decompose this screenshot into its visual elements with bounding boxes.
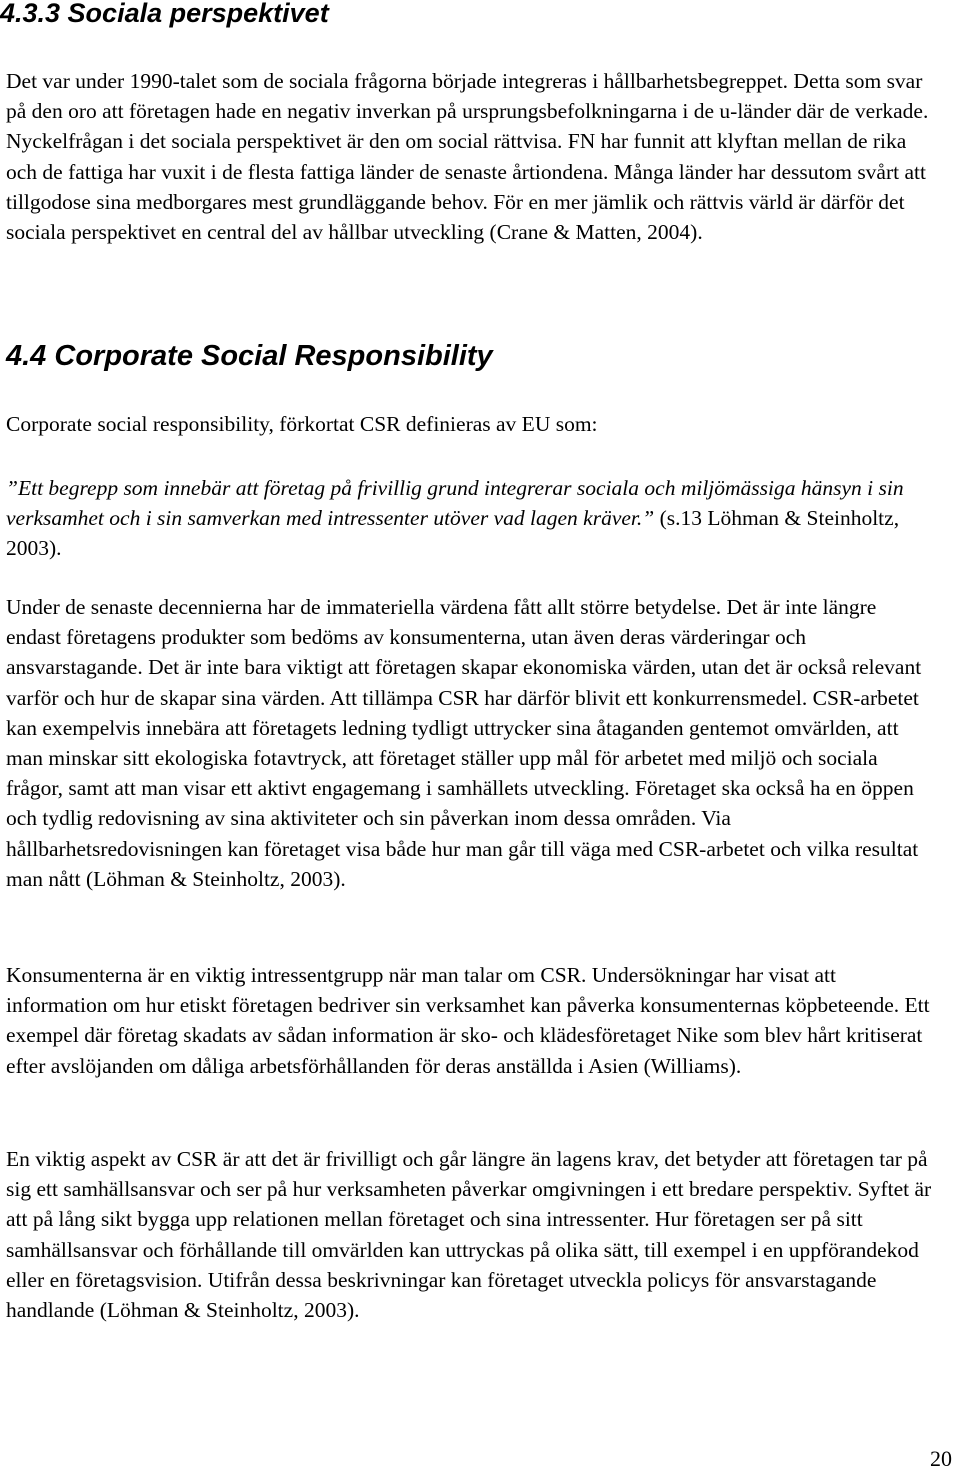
- quote-citation: (s.13 Löhman & Steinholtz, 2003).: [6, 506, 900, 561]
- paragraph-immateriella-varden: Under de senaste decennierna har de immateriella värdena fått allt större betydelse. Det är inte längre endast företagens produkter som bedöms av konsumenterna, utan även deras värderingar och ansvarstagande. Det är inte bara viktigt att företagen skapar ekonomiska värden, utan det är också relevant varför och hur de skapar sina värden. Att tillämpa CSR har därför blivit ett konkurrensmedel. CSR-arbetet kan exempelvis innebära att företagets ledning tydligt uttrycker sina åtaganden gentemot omvärlden, att man minskar sitt ekologiska fotavtryck, att företaget ställer upp mål för arbetet med miljö och sociala frågor, samt att man visar ett aktivt engagemang i samhällets utveckling. Företaget ska också ha en öppen och tydlig redovisning av sina aktiviteter och sin påverkan inom dessa områden. Via hållbarhetsredovisningen kan företaget visa både hur man går till väga med CSR-arbetet och vilka resultat man nått (Löhman & Steinholtz, 2003).: [6, 595, 922, 891]
- section-heading-sociala-perspektivet: 4.3.3 Sociala perspektivet: [0, 0, 329, 28]
- paragraph-frivilligt-ansvar: En viktig aspekt av CSR är att det är frivilligt och går längre än lagens krav, det betyder att företagen tar på sig ett samhällsansvar och ser på hur verksamheten påverkar omgivningen i ett bredare perspektiv. Syftet är att på lång sikt bygga upp relationen mellan företaget och sina intressenter. Hur företagen ser på sitt samhällsansvar och förhållande till omvärlden kan uttryckas på olika sätt, till exempel i en uppförandekod eller en företagsvision. Utifrån dessa beskrivningar kan företaget utveckla policys för ansvarstagande handlande (Löhman & Steinholtz, 2003).: [6, 1147, 932, 1323]
- page-number: 20: [930, 1446, 952, 1471]
- paragraph-sociala-perspektivet: Det var under 1990-talet som de sociala frågorna började integreras i hållbarhetsbegreppet. Detta som svar på den oro att företagen hade en negativ inverkan på ursprungsbefolkningarna i de u-länder där de verkade. Nyckelfrågan i det sociala perspektivet är den om social rättvisa. FN har funnit att klyftan mellan de rika och de fattiga har vuxit i de flesta fattiga länder de senaste årtiondena. Många länder har dessutom svårt att tillgodose sina medborgares mest grundläggande behov. För en mer jämlik och rättvis värld är därför det sociala perspektivet en central del av hållbar utveckling (Crane & Matten, 2004).: [6, 69, 929, 245]
- section-heading-csr: 4.4 Corporate Social Responsibility: [6, 340, 493, 372]
- paragraph-konsumenterna: Konsumenterna är en viktig intressentgrupp när man talar om CSR. Undersökningar har visat att information om hur etiskt företagen bedriver sin verksamhet kan påverka konsumenternas köpbeteende. Ett exempel där företag skadats av sådan information är sko- och klädesföretaget Nike som blev hårt kritiserat efter avslöjanden om dåliga arbetsförhållanden för deras anställda i Asien (Williams).: [6, 963, 930, 1078]
- paragraph-csr-intro: Corporate social responsibility, förkortat CSR definieras av EU som:: [6, 412, 598, 436]
- quote-text: ”Ett begrepp som innebär att företag på frivillig grund integrerar sociala och miljömässiga hänsyn i sin verksamhet och i sin samverkan med intressenter utöver vad lagen kräver.”: [6, 476, 904, 531]
- csr-definition-quote: [6, 473, 936, 564]
